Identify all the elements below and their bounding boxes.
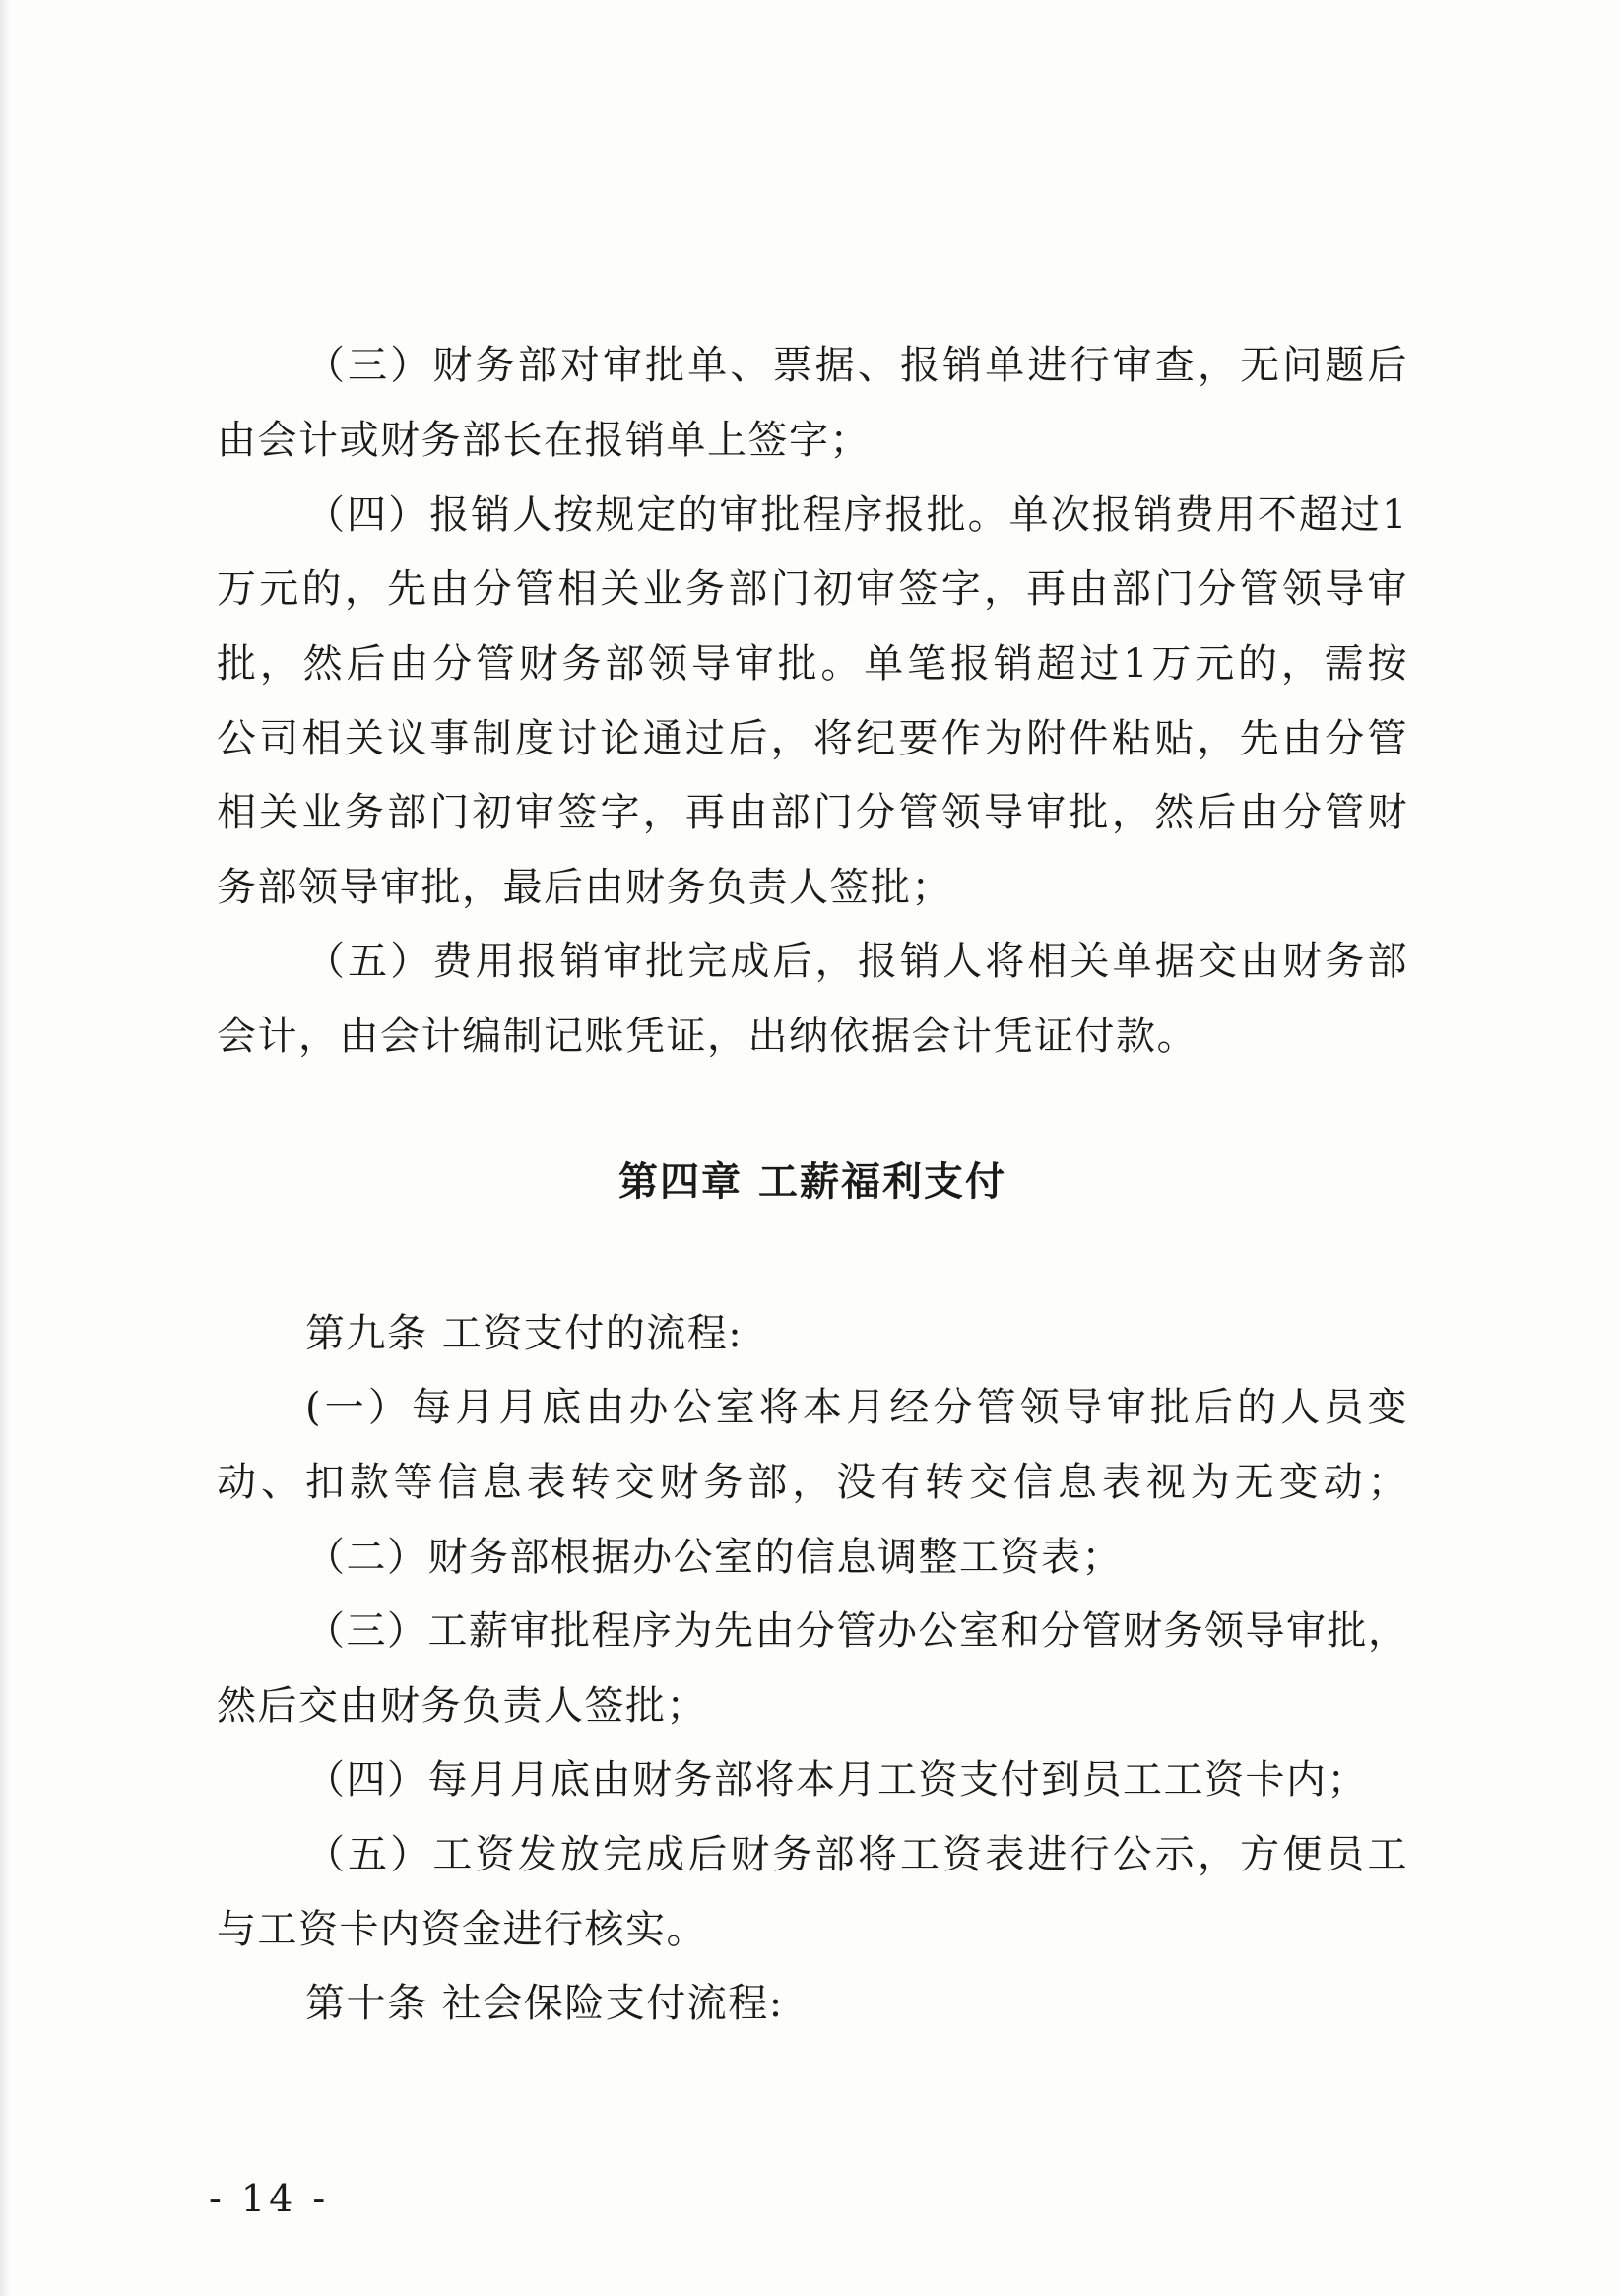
text-line: （二）财务部根据办公室的信息调整工资表； [305,1535,1123,1580]
text-line: （三）工薪审批程序为先由分管办公室和分管财务领导审批， [305,1608,1409,1654]
text-line: 万元的，先由分管相关业务部门初审签字，再由部门分管领导审 [217,566,1408,612]
text-line: 务部领导审批，最后由财务负责人签批； [217,865,952,910]
text-line: 动、扣款等信息表转交财务部，没有转交信息表视为无变动； [217,1460,1408,1505]
text-line: 公司相关议事制度讨论通过后，将纪要作为附件粘贴，先由分管 [217,716,1408,761]
text-line: 由会计或财务部长在报销单上签字； [217,418,871,463]
text-line: 会计，由会计编制记账凭证，出纳依据会计凭证付款。 [217,1014,1198,1059]
text-line: 然后交由财务负责人签批； [217,1683,707,1729]
article-heading: 第九条 工资支付的流程: [305,1311,744,1356]
text-line: （五）费用报销审批完成后，报销人将相关单据交由财务部 [305,939,1408,984]
text-line: （四）每月月底由财务部将本月工资支付到员工工资卡内； [305,1757,1368,1803]
text-line: （五）工资发放完成后财务部将工资表进行公示，方便员工 [305,1832,1408,1877]
article-heading: 第十条 社会保险支付流程: [305,1981,784,2026]
text-line: 与工资卡内资金进行核实。 [217,1907,707,1952]
text-line: （四）报销人按规定的审批程序报批。单次报销费用不超过1 [305,492,1408,538]
page-number: - 14 - [209,2177,330,2220]
scan-edge [0,0,10,2296]
text-line: (一）每月月底由办公室将本月经分管领导审批后的人员变 [305,1385,1408,1430]
text-line: 相关业务部门初审签字，再由部门分管领导审批，然后由分管财 [217,790,1408,835]
text-line: 批，然后由分管财务部领导审批。单笔报销超过1万元的，需按 [217,641,1408,687]
chapter-heading: 第四章 工薪福利支付 [618,1159,1006,1205]
text-line: （三）财务部对审批单、票据、报销单进行审查，无问题后 [305,343,1408,388]
